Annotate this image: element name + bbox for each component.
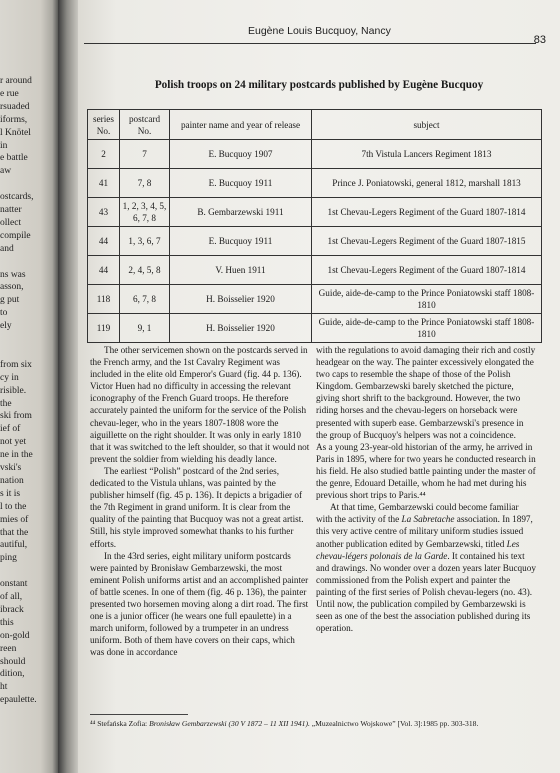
text-run: . It contained his text and drawings. No wonder over a dozen years later Bucquoy commissioned from the Polish expert and painter the painting of the first series of Polish chevau-legers (no. 43). Until now, the publication compiled by Gembarzewski is seen as one of the best the association published during its operation. xyxy=(316,550,536,634)
footnote-author: Stefańska Zofia: xyxy=(95,719,150,728)
facing-page-text-fragment: rsuaded xyxy=(0,101,30,112)
facing-page-text-fragment: should xyxy=(0,656,26,667)
facing-page-text-fragment: ne in the xyxy=(0,450,33,461)
cell-painter: V. Huen 1911 xyxy=(170,256,312,285)
table-row xyxy=(88,285,542,314)
footnote xyxy=(90,719,546,729)
facing-page-text-fragment: s it is xyxy=(0,488,21,499)
cell-postcard: 1, 3, 6, 7 xyxy=(120,227,170,256)
cell-subject: Prince J. Poniatowski, general 1812, marshall 1813 xyxy=(312,169,542,198)
cell-subject: 1st Chevau-Legers Regiment of the Guard 1807-1814 xyxy=(312,198,542,227)
facing-page-text-fragment: epaulette. xyxy=(0,695,37,706)
facing-page-text-fragment: compile xyxy=(0,230,31,241)
facing-page-text-fragment: iforms, xyxy=(0,114,28,125)
cell-painter: E. Bucquoy 1907 xyxy=(170,140,312,169)
cell-postcard: 7 xyxy=(120,140,170,169)
paragraph xyxy=(316,501,536,634)
footnote-title: Bronisław Gembarzewski (30 V 1872 – 11 XII 1941). xyxy=(149,719,310,728)
facing-page-text-fragment: e rue xyxy=(0,88,19,99)
facing-page-text-fragment: not yet xyxy=(0,437,27,448)
cell-series: 44 xyxy=(88,256,120,285)
facing-page-text-fragment: this xyxy=(0,617,14,628)
facing-page-text-fragment: and xyxy=(0,243,14,254)
facing-page-text-fragment: in xyxy=(0,140,8,151)
facing-page-text-fragment: ibrack xyxy=(0,604,24,615)
table-row xyxy=(88,169,542,198)
facing-page-text-fragment: on-gold xyxy=(0,630,30,641)
text-run: association. In 1897, this very active centre of military uniform studies issued another publication edited by Gembarzewski, titled xyxy=(316,514,533,549)
facing-page-text-fragment: aw xyxy=(0,166,12,177)
facing-page-text-fragment: l to the xyxy=(0,501,27,512)
running-head: Eugène Louis Bucquoy, Nancy xyxy=(248,25,391,37)
cell-subject: Guide, aide-de-camp to the Prince Poniatowski staff 1808-1810 xyxy=(312,314,542,343)
cell-subject: Guide, aide-de-camp to the Prince Poniatowski staff 1808-1810 xyxy=(312,285,542,314)
facing-page-text-fragment: to xyxy=(0,308,8,319)
cell-series: 43 xyxy=(88,198,120,227)
facing-page-text-fragment: cy in xyxy=(0,372,19,383)
cell-postcard: 6, 7, 8 xyxy=(120,285,170,314)
facing-page-fragment xyxy=(0,0,58,773)
paragraph: The earliest “Polish” postcard of the 2nd series, dedicated to the Vistula uhlans, was painted by the publisher himself (fig. 45 p. 136). It depicts a brigadier of the 7th Regiment in grand uniform. It is clear from the quality of the painting that Bucquoy was not a great artist. Still, his style improved somewhat thanks to his further efforts. xyxy=(90,465,304,549)
cell-subject: 1st Chevau-Legers Regiment of the Guard 1807-1815 xyxy=(312,227,542,256)
facing-page-text-fragment: ns was xyxy=(0,269,26,280)
header-series: series No. xyxy=(88,110,120,140)
header-subject: subject xyxy=(312,110,542,140)
facing-page-text-fragment: ski from xyxy=(0,411,32,422)
facing-page-text-fragment: asson, xyxy=(0,282,24,293)
page-number: 83 xyxy=(533,34,546,46)
cell-series: 44 xyxy=(88,227,120,256)
cell-subject: 7th Vistula Lancers Regiment 1813 xyxy=(312,140,542,169)
cell-series: 2 xyxy=(88,140,120,169)
facing-page-text-fragment: the xyxy=(0,398,12,409)
cell-series: 119 xyxy=(88,314,120,343)
footnote-marker: ⁴⁴ xyxy=(90,719,96,728)
table-row xyxy=(88,314,542,343)
footnote-rule xyxy=(90,714,188,715)
facing-page-text-fragment: onstant xyxy=(0,579,28,590)
paragraph: In the 43rd series, eight military uniform postcards were painted by Bronisław Gembarzewski, the most eminent Polish uniforms artist and an accomplished painter of battle scenes. In one of them (fig. 46 p. 136), the painter presented two horsemen moving along a dirt road. The first one is a junior officer (he wears one full epaulette) in a march uniform, followed by a trumpeter in an undress uniform. Both of them have covers on their caps, which was done in accordance xyxy=(90,550,309,658)
facing-page-text-fragment: l Knötel xyxy=(0,127,31,138)
header-postcard: postcard No. xyxy=(120,110,170,140)
facing-page-text-fragment: ostcards, xyxy=(0,192,34,203)
facing-page-text-fragment: mies of xyxy=(0,514,29,525)
right-column xyxy=(316,344,536,658)
facing-page-text-fragment: g put xyxy=(0,295,20,306)
facing-page-text-fragment: of all, xyxy=(0,592,23,602)
book-gutter xyxy=(58,0,78,773)
cell-postcard: 9, 1 xyxy=(120,314,170,343)
table-row xyxy=(88,227,542,256)
paragraph: As a young 23-year-old historian of the army, he arrived in Paris in 1895, where for two years he conducted research in his field. He also studied battle painting under the master of the genre, Edouard Detaille, whom he had met during his previous short trips to Paris.⁴⁴ xyxy=(316,441,536,501)
cell-postcard: 1, 2, 3, 4, 5, 6, 7, 8 xyxy=(120,198,170,227)
left-column xyxy=(90,344,310,658)
cell-series: 41 xyxy=(88,169,120,198)
table-header-row xyxy=(88,110,542,140)
facing-page-text-fragment: dition, xyxy=(0,669,25,680)
book-page xyxy=(78,0,560,773)
facing-page-text-fragment: ping xyxy=(0,553,17,564)
body-text xyxy=(90,344,536,658)
cell-painter: E. Bucquoy 1911 xyxy=(170,227,312,256)
header-painter: painter name and year of release xyxy=(170,110,312,140)
cell-painter: E. Bucquoy 1911 xyxy=(170,169,312,198)
paragraph: The other servicemen shown on the postcards served in the French army, and the 1st Cavalry Regiment was included in the elite old Emperor's Guard (fig. 44 p. 136). Victor Huen had no difficulty in accessing the relevant iconography of the French Guard troops. He therefore accurately painted the uniform for the service of the Polish chevau-leger, who in the years 1807-1808 wore the aiguillette on the right shoulder. It was only in early 1810 that it was switched to the left shoulder, so that it would not prevent the soldier from wielding his deadly lance. xyxy=(90,345,310,464)
table-title: Polish troops on 24 military postcards published by Eugène Bucquoy xyxy=(154,79,484,91)
table-row xyxy=(88,256,542,285)
facing-page-text-fragment: from six xyxy=(0,359,32,370)
cell-postcard: 7, 8 xyxy=(120,169,170,198)
header-rule xyxy=(84,43,536,44)
cell-painter: H. Boisselier 1920 xyxy=(170,285,312,314)
facing-page-text-fragment: nation xyxy=(0,475,24,486)
cell-painter: B. Gembarzewski 1911 xyxy=(170,198,312,227)
cell-series: 118 xyxy=(88,285,120,314)
italic-title: Les chevau-légers polonais de la Garde xyxy=(316,538,520,561)
footnote-source: „Muzealnictwo Wojskowe” [Vol. 3]:1985 pp. 303-318. xyxy=(309,719,479,728)
facing-page-text-fragment: reen xyxy=(0,643,17,654)
postcards-table xyxy=(87,109,542,343)
table-row xyxy=(88,198,542,227)
facing-page-text-fragment: r around xyxy=(0,76,32,86)
facing-page-text-fragment: autiful, xyxy=(0,540,28,551)
cell-postcard: 2, 4, 5, 8 xyxy=(120,256,170,285)
italic-title: La Sabretache xyxy=(401,514,455,525)
facing-page-text-fragment: risible. xyxy=(0,385,27,396)
facing-page-text-fragment: ief of xyxy=(0,424,21,435)
paragraph: with the regulations to avoid damaging their rich and costly headgear on the way. The painter excessively elongated the two caps to resemble the shape of those of the Polish Kingdom. Gembarzewski barely sketched the picture, giving short shrift to the background. However, the two riding horses and the chevau-legers on horseback were presented with superb ease. Gembarzewski's presence in the group of Bucquoy's helpers was not a coincidence. xyxy=(316,345,536,440)
cell-subject: 1st Chevau-Legers Regiment of the Guard 1807-1814 xyxy=(312,256,542,285)
facing-page-text-fragment: natter xyxy=(0,205,22,215)
facing-page-text-fragment: ollect xyxy=(0,217,22,228)
facing-page-text-fragment: ht xyxy=(0,682,8,693)
table-row xyxy=(88,140,542,169)
text-run: At that time, Gembarzewski could become familiar with the activity of the xyxy=(316,502,519,525)
facing-page-text-fragment: ely xyxy=(0,321,12,332)
cell-painter: H. Boisselier 1920 xyxy=(170,314,312,343)
facing-page-text-fragment: vski's xyxy=(0,463,22,473)
facing-page-text-fragment: e battle xyxy=(0,153,28,164)
facing-page-text-fragment: that the xyxy=(0,527,29,538)
